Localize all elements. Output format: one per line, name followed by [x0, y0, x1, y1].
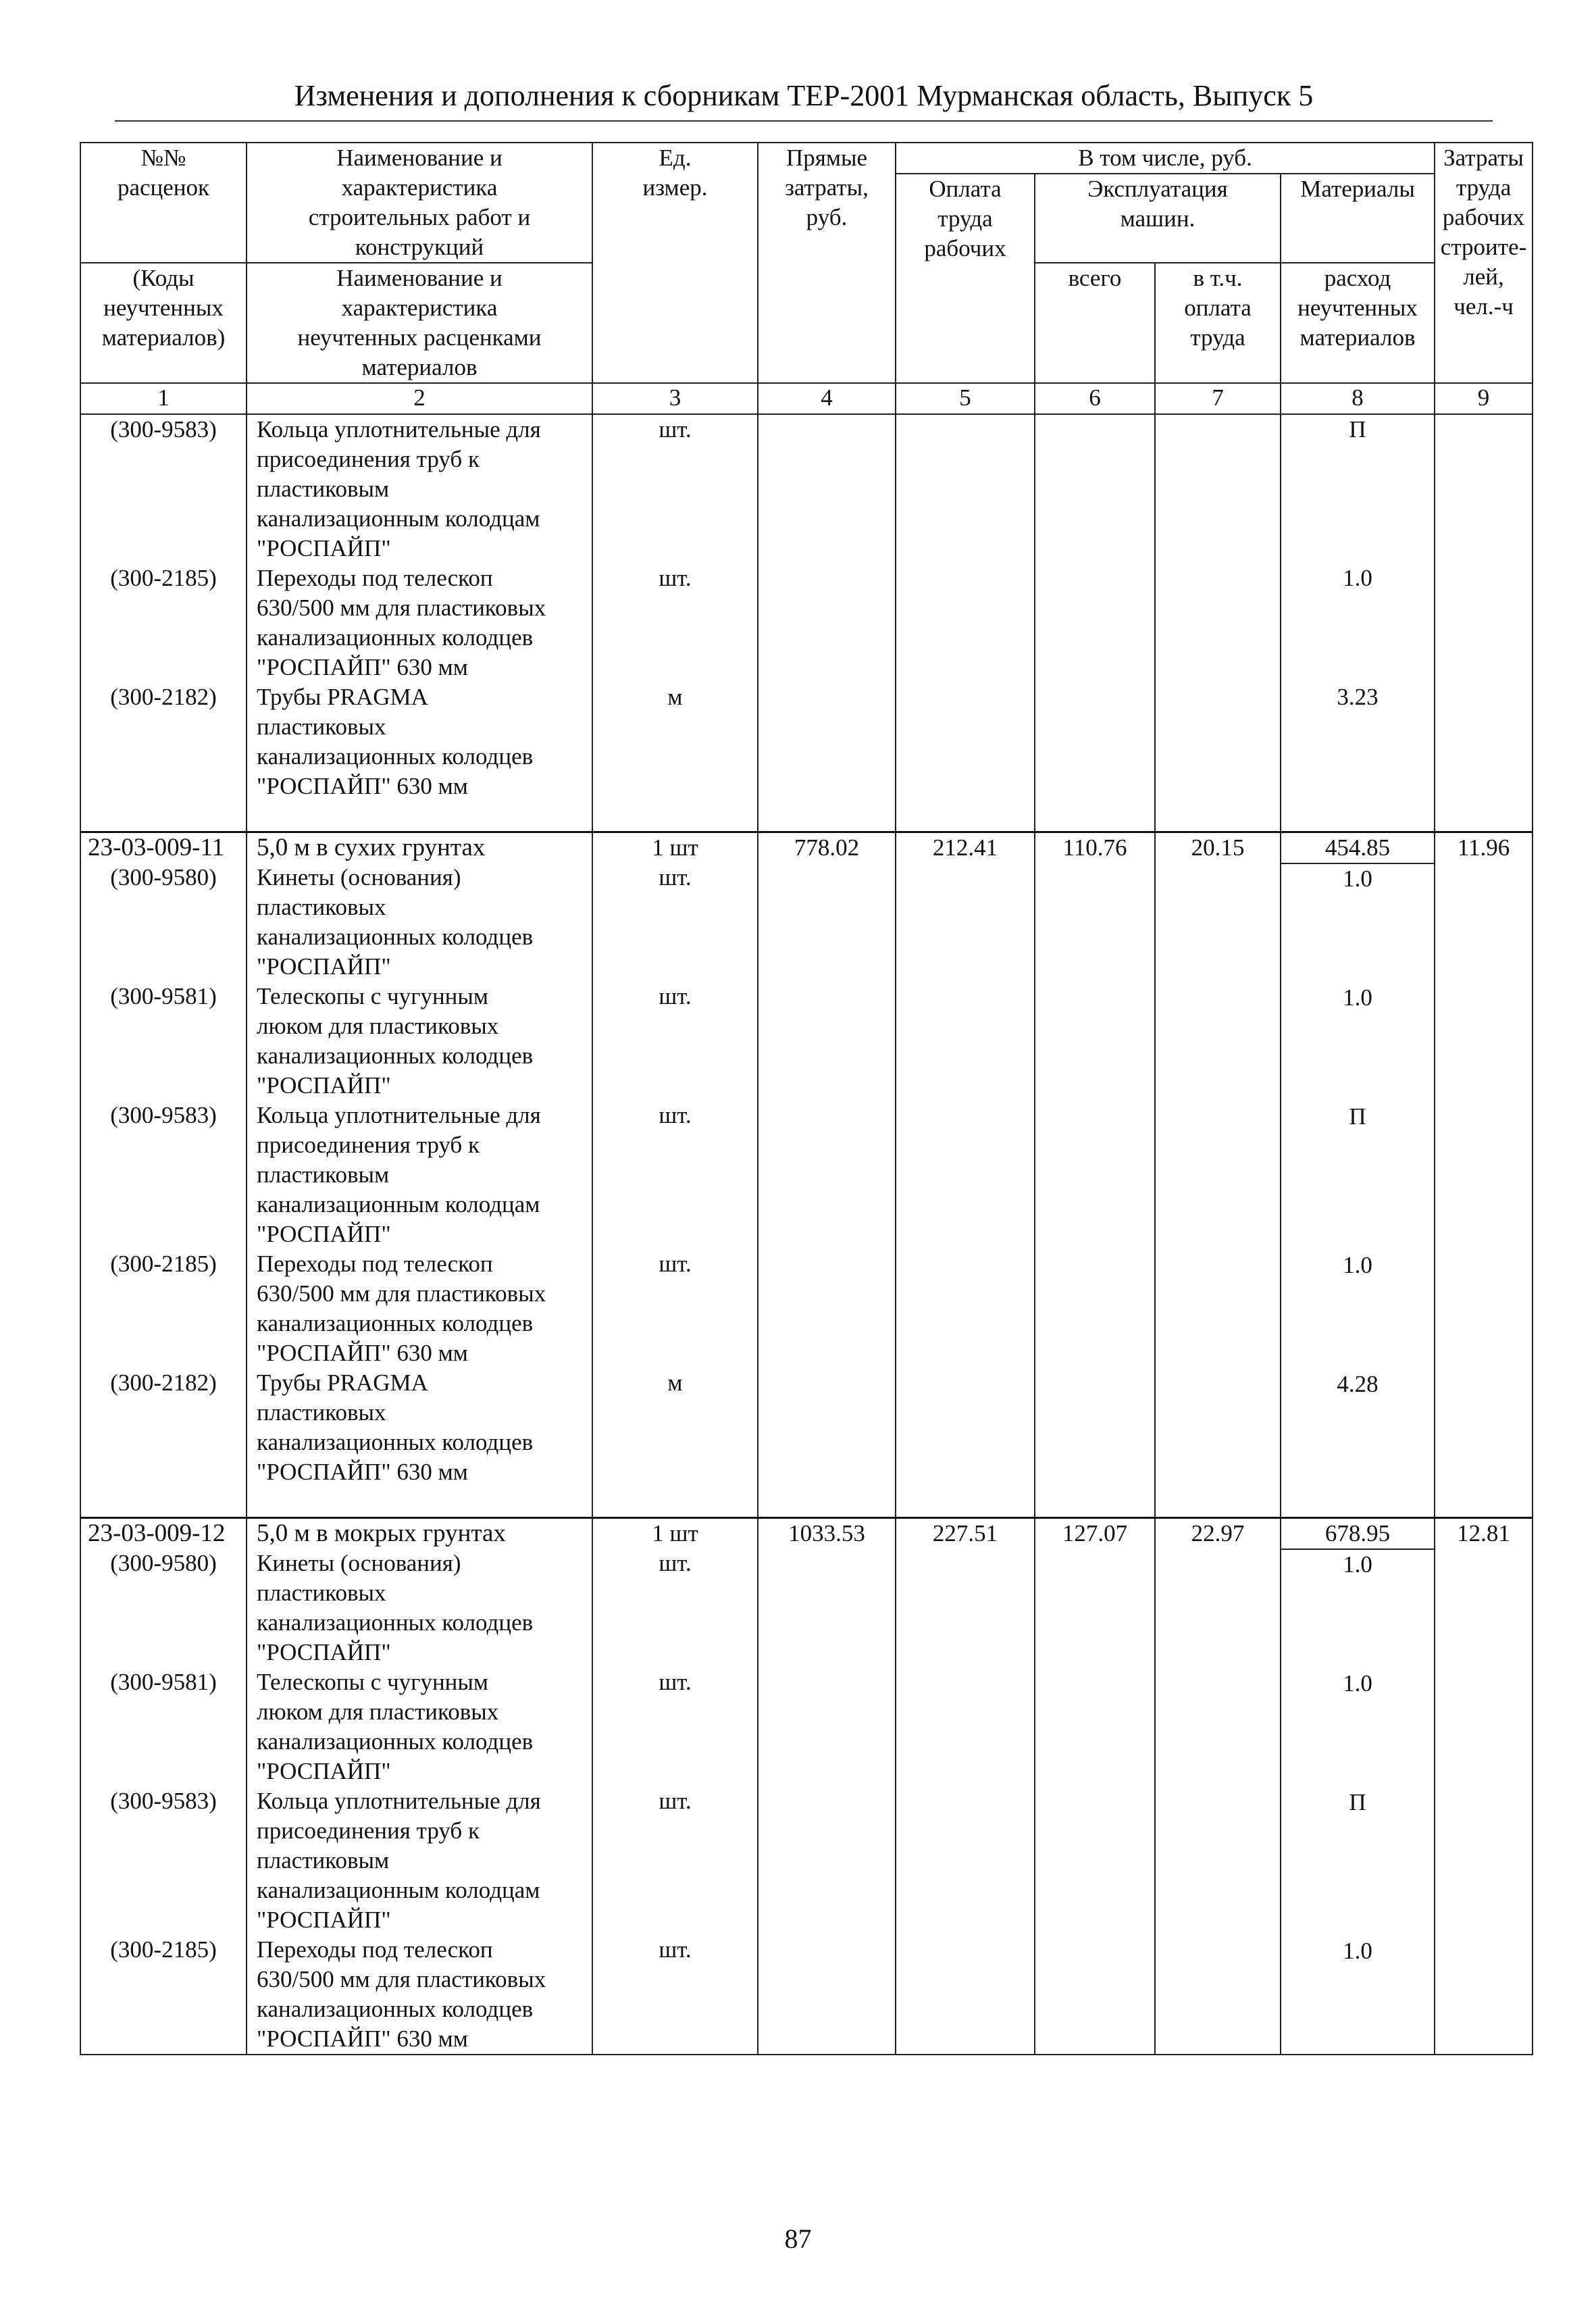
- material-quantities: 678.95 1.0 1.0 П 1.0: [1281, 1518, 1435, 2055]
- header-labor-hours-cell: Затраты труда рабочих строите- лей, чел.-ч: [1435, 143, 1533, 383]
- material-names: Кольца уплотнительные для присоединения труб к пластиковым канализационным колодцам "РОСПАЙП" Переходы под телескоп 630/500 мм для пластиковых канализационных колодцев "РОСПАЙП" 630 мм Трубы PRAGMA пластиковых канализационных колодцев "РОСПАЙП" 630 мм: [247, 414, 592, 832]
- materials-cost: 678.95: [1281, 1519, 1434, 1550]
- table-row: [80, 1518, 1533, 2055]
- column-number: 2: [247, 383, 592, 414]
- machines-total: 110.76: [1035, 832, 1155, 1518]
- material-quantities: П 1.0 3.23: [1281, 414, 1435, 832]
- material-units: шт. шт. м: [592, 414, 758, 832]
- header-name-sub-cell: Наименование и характеристика неучтенных расценками материалов: [247, 263, 592, 383]
- direct-costs: 1033.53: [758, 1518, 896, 2055]
- material-quantities: 454.85 1.0 1.0 П 1.0 4.28: [1281, 832, 1435, 1518]
- rates-table: [80, 142, 1533, 2055]
- direct-costs: 778.02: [758, 832, 896, 1518]
- header-machines-cell: Эксплуатация машин.: [1035, 174, 1281, 263]
- header-unit-cell: Ед. измер.: [592, 143, 758, 383]
- machines-total: 127.07: [1035, 1518, 1155, 2055]
- rate-units: 1 шт шт. шт. шт. шт. м: [592, 832, 758, 1518]
- header-group-cell: В том числе, руб.: [896, 143, 1435, 174]
- rate-codes: 23-03-009-12 (300-9580) (300-9581) (300-9583) (300-2185): [80, 1518, 247, 2055]
- labor-hours: 12.81: [1435, 1518, 1533, 2055]
- rate-description: 5,0 м в сухих грунтах Кинеты (основания) пластиковых канализационных колодцев "РОСПАЙП" Телескопы с чугунным люком для пластиковых канализационных колодцев "РОСПАЙП" Кольца уплотнительные для присоединения труб к пластиковым канализационным колодцам "РОСПАЙП" Переходы под телескоп 630/500 мм для пластиковых канализационных колодцев "РОСПАЙП" 630 мм Трубы PRAGMA пластиковых канализационных колодцев "РОСПАЙП" 630 мм: [247, 832, 592, 1518]
- table-row: [80, 832, 1533, 1518]
- header-machines-total-cell: всего: [1035, 263, 1155, 383]
- page-title: Изменения и дополнения к сборникам ТЕР-2001 Мурманская область, Выпуск 5: [294, 79, 1314, 112]
- header-machines-labor-cell: в т.ч. оплата труда: [1155, 263, 1281, 383]
- column-number: 5: [896, 383, 1035, 414]
- header-row-1: [80, 143, 1533, 174]
- title-rule: [115, 120, 1493, 122]
- labor-pay: 212.41: [896, 832, 1035, 1518]
- labor-hours: 11.96: [1435, 832, 1533, 1518]
- header-materials-cell: Материалы: [1281, 174, 1435, 263]
- rate-code: 23-03-009-11: [88, 834, 225, 861]
- table-row: [80, 414, 1533, 832]
- header-materials-sub-cell: расход неучтенных материалов: [1281, 263, 1435, 383]
- rate-title: 5,0 м в мокрых грунтах: [257, 1519, 506, 1547]
- rate-code: 23-03-009-12: [88, 1519, 226, 1547]
- rate-units: 1 шт шт. шт. шт. шт.: [592, 1518, 758, 2055]
- column-number: 1: [80, 383, 247, 414]
- rate-title: 5,0 м в сухих грунтах: [257, 834, 486, 861]
- materials-cost: 454.85: [1281, 833, 1434, 864]
- rate-codes: 23-03-009-11 (300-9580) (300-9581) (300-9583) (300-2185) (300-2182): [80, 832, 247, 1518]
- material-codes: (300-9583) (300-2185) (300-2182): [80, 414, 247, 832]
- page-number: 87: [784, 2223, 812, 2254]
- header-code-sub-cell: (Коды неучтенных материалов): [80, 263, 247, 383]
- column-number: 6: [1035, 383, 1155, 414]
- column-number: 4: [758, 383, 896, 414]
- column-number: 8: [1281, 383, 1435, 414]
- header-direct-cell: Прямые затраты, руб.: [758, 143, 896, 383]
- machines-labor: 22.97: [1155, 1518, 1281, 2055]
- column-number: 9: [1435, 383, 1533, 414]
- labor-pay: 227.51: [896, 1518, 1035, 2055]
- column-numbers-row: [80, 383, 1533, 414]
- header-name-cell: Наименование и характеристика строительных работ и конструкций: [247, 143, 592, 263]
- machines-labor: 20.15: [1155, 832, 1281, 1518]
- header-labor-cell: Оплата труда рабочих: [896, 174, 1035, 383]
- rate-description: 5,0 м в мокрых грунтах Кинеты (основания) пластиковых канализационных колодцев "РОСПАЙП" Телескопы с чугунным люком для пластиковых канализационных колодцев "РОСПАЙП" Кольца уплотнительные для присоединения труб к пластиковым канализационным колодцам "РОСПАЙП" Переходы под телескоп 630/500 мм для пластиковых канализационных колодцев "РОСПАЙП" 630 мм: [247, 1518, 592, 2055]
- column-number: 7: [1155, 383, 1281, 414]
- column-number: 3: [592, 383, 758, 414]
- header-code-cell: №№ расценок: [80, 143, 247, 263]
